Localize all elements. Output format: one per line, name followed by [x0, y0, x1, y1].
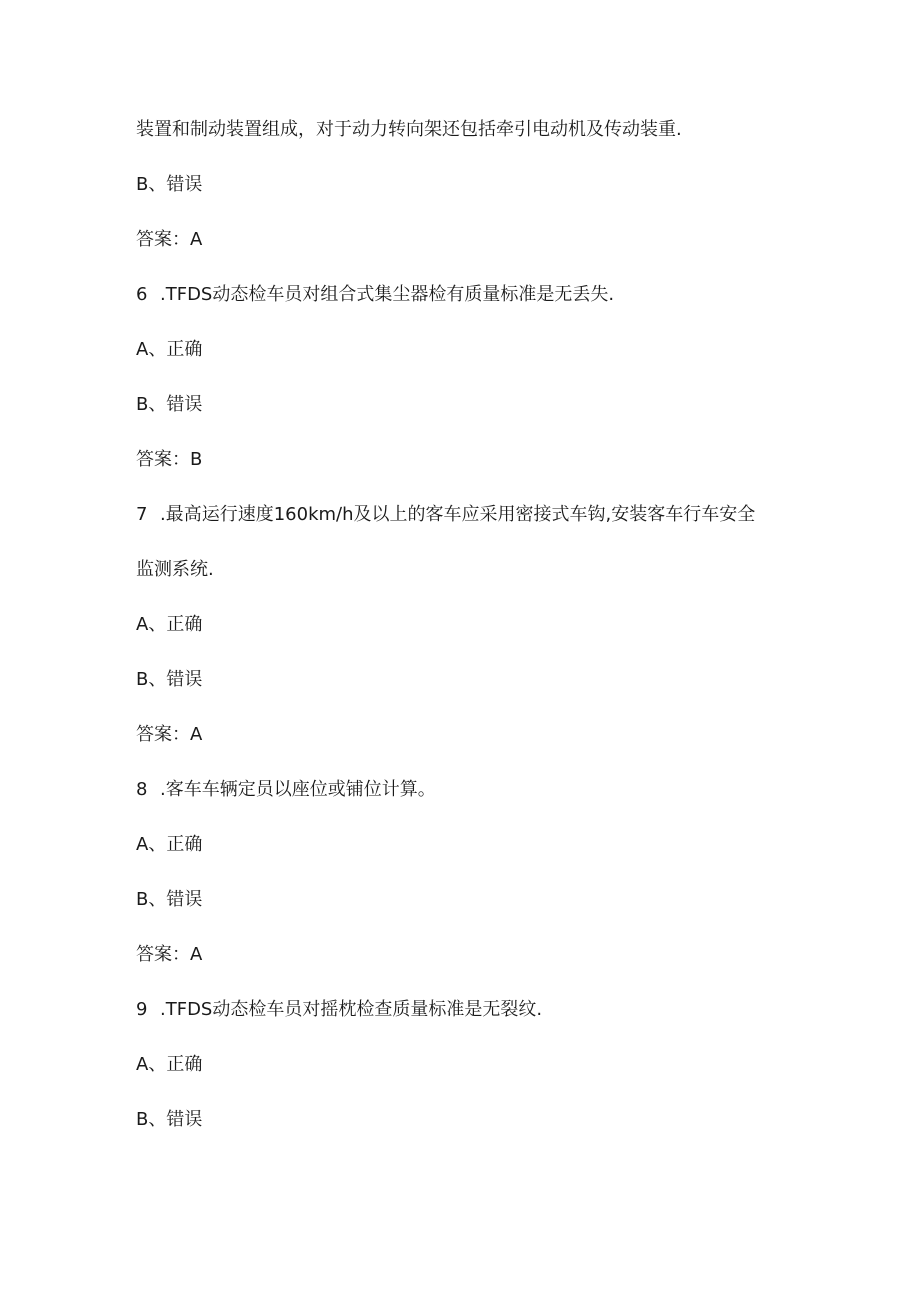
question-text: .TFDS动态检车员对组合式集尘器检有质量标准是无丢失. [160, 284, 615, 305]
option-a: A、正确 [136, 834, 203, 855]
question-9 [136, 999, 542, 1021]
option-b: B、错误 [136, 174, 203, 195]
question-number: 7 [136, 504, 148, 525]
question-text: .客车车辆定员以座位或铺位计算。 [160, 779, 436, 800]
option-b: B、错误 [136, 889, 203, 910]
option-b: B、错误 [136, 669, 203, 690]
question-text-continuation: 监测系统. [136, 559, 214, 580]
question-number: 9 [136, 999, 148, 1020]
question-8 [136, 779, 436, 801]
option-a: A、正确 [136, 1054, 203, 1075]
answer-line: 答案：A [136, 944, 203, 965]
option-b: B、错误 [136, 394, 203, 415]
question-6 [136, 284, 614, 306]
answer-line: 答案：A [136, 229, 203, 250]
question-7 [136, 504, 755, 526]
question-number: 6 [136, 284, 148, 305]
option-a: A、正确 [136, 614, 203, 635]
answer-line: 答案：B [136, 449, 203, 470]
question-text-continuation: 装置和制动装置组成，对于动力转向架还包括牵引电动机及传动装重. [136, 119, 682, 140]
question-number: 8 [136, 779, 148, 800]
question-text: .TFDS动态检车员对摇枕检查质量标准是无裂纹. [160, 999, 543, 1020]
answer-line: 答案：A [136, 724, 203, 745]
question-text: .最高运行速度160km∕h及以上的客车应采用密接式车钩,安装客车行车安全 [160, 504, 756, 525]
option-a: A、正确 [136, 339, 203, 360]
option-b: B、错误 [136, 1109, 203, 1130]
